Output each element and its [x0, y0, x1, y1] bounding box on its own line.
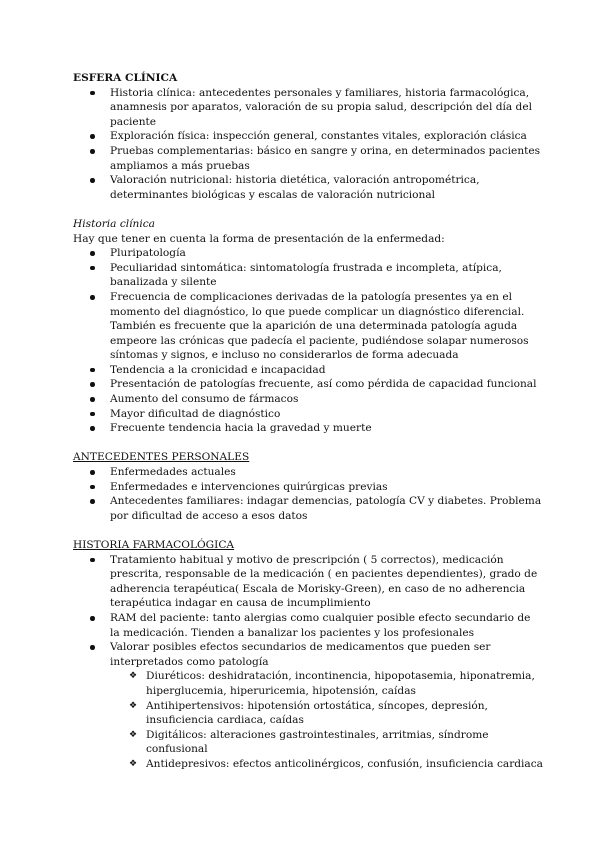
farmaco-list — [73, 553, 543, 772]
bullet-icon — [90, 134, 95, 139]
sub-list-item: ❖ Digitálicos: alteraciones gastrointestinales, arritmias, síndrome confusional — [129, 728, 489, 756]
bullet-icon — [90, 499, 95, 504]
list-item: Enfermedades e intervenciones quirúrgicas previas — [73, 480, 543, 495]
list-item: Valoración nutricional: historia dietética, valoración antropométrica, determinantes biológicas y escalas de valoración nutricional — [73, 173, 543, 202]
diamond-bullet-icon: ❖ — [129, 729, 138, 740]
list-item: Frecuencia de complicaciones derivadas de la patología presentes ya en el momento del diagnóstico, lo que puede complicar un diagnóstico diferencial. También es frecuente que la aparición de una determinada patología aguda empeore las crónicas que padecía el paciente, pudiéndose solapar numerosos síntomas y signos, e incluso no considerarlos de forma adecuada — [73, 290, 543, 363]
sub-list-item: ❖ Diuréticos: deshidratación, incontinencia, hipopotasemia, hiponatremia, hiperglucemia, hiperuricemia, hipotensión, caídas — [129, 670, 535, 697]
list-item: RAM del paciente: tanto alergias como cualquier posible efecto secundario de la medicación. Tienden a banalizar los pacientes y los profesionales — [73, 611, 543, 640]
list-item: Mayor dificultad de diagnóstico — [73, 407, 543, 422]
esfera-list — [73, 86, 543, 203]
bullet-icon — [90, 251, 95, 256]
bullet-icon — [90, 558, 95, 563]
list-item: Pluripatología — [73, 246, 543, 261]
farmaco-sublist — [110, 669, 543, 771]
sub-list-item: ❖ Antidepresivos: efectos anticolinérgicos, confusión, insuficiencia cardiaca — [129, 757, 543, 770]
bullet-icon — [90, 426, 95, 431]
bullet-icon — [90, 485, 95, 490]
diamond-bullet-icon: ❖ — [129, 758, 138, 769]
list-item: Valorar posibles efectos secundarios de medicamentos que pueden ser interpretados como patología ❖ Diuréticos: deshidratación, incontinencia, hipopotasemia, hiponatremia, hiperglucemia, hiperuricemia, hipotensión, caídas ❖ Antihipertensivos: hipotensión ortostática, síncopes, depresión, insuficiencia cardiaca, caídas ❖ Digitálicos: alteraciones gastrointestinales, arritmias, síndrome confusional ❖ Antidepresivos: efectos anticolinérgicos, confusión, insuficiencia cardiaca — [73, 640, 543, 771]
bullet-icon — [90, 368, 95, 373]
historia-list — [73, 246, 543, 436]
document-content — [73, 71, 543, 772]
list-item: Presentación de patologías frecuente, así como pérdida de capacidad funcional — [73, 377, 543, 392]
diamond-bullet-icon: ❖ — [129, 700, 138, 711]
bullet-icon — [90, 266, 95, 271]
bullet-icon — [90, 397, 95, 402]
antecedentes-list — [73, 465, 543, 523]
list-item: Tratamiento habitual y motivo de prescripción ( 5 correctos), medicación prescrita, responsable de la medicación ( en pacientes dependientes), grado de adherencia terapéutica( Escala de Morisky-Green), en caso de no adherencia terapéutica indagar en causa de incumplimiento — [73, 553, 543, 611]
historia-intro: Hay que tener en cuenta la forma de presentación de la enfermedad: — [73, 232, 445, 245]
bullet-icon — [90, 91, 95, 96]
list-item: Exploración física: inspección general, constantes vitales, exploración clásica — [73, 129, 543, 144]
list-item: Aumento del consumo de fármacos — [73, 392, 543, 407]
bullet-icon — [90, 295, 95, 300]
diamond-bullet-icon: ❖ — [129, 671, 138, 682]
bullet-icon — [90, 149, 95, 154]
bullet-icon — [90, 645, 95, 650]
bullet-icon — [90, 178, 95, 183]
list-item: Enfermedades actuales — [73, 465, 543, 480]
bullet-icon — [90, 412, 95, 417]
list-item: Antecedentes familiares: indagar demencias, patología CV y diabetes. Problema por dificultad de acceso a esos datos — [73, 494, 543, 523]
section-title-esfera-clinica: ESFERA CLÍNICA — [73, 72, 178, 84]
section-title-historia-farmacologica: HISTORIA FARMACOLÓGICA — [73, 539, 235, 551]
bullet-icon — [90, 616, 95, 621]
list-item: Peculiaridad sintomática: sintomatología frustrada e incompleta, atípica, banalizada y silente — [73, 261, 543, 290]
list-item: Pruebas complementarias: básico en sangre y orina, en determinados pacientes ampliamos a más pruebas — [73, 144, 543, 173]
list-item: Historia clínica: antecedentes personales y familiares, historia farmacológica, anamnesis por aparatos, valoración de su propia salud, descripción del día del paciente — [73, 86, 543, 130]
bullet-icon — [90, 382, 95, 387]
section-title-antecedentes: ANTECEDENTES PERSONALES — [73, 451, 250, 464]
section-title-historia-clinica: Historia clínica — [73, 217, 156, 230]
list-item: Tendencia a la cronicidad e incapacidad — [73, 363, 543, 378]
bullet-icon — [90, 470, 95, 475]
list-item: Frecuente tendencia hacia la gravedad y muerte — [73, 421, 543, 436]
sub-list-item: ❖ Antihipertensivos: hipotensión ortostática, síncopes, depresión, insuficiencia cardiaca, caídas — [129, 699, 488, 727]
